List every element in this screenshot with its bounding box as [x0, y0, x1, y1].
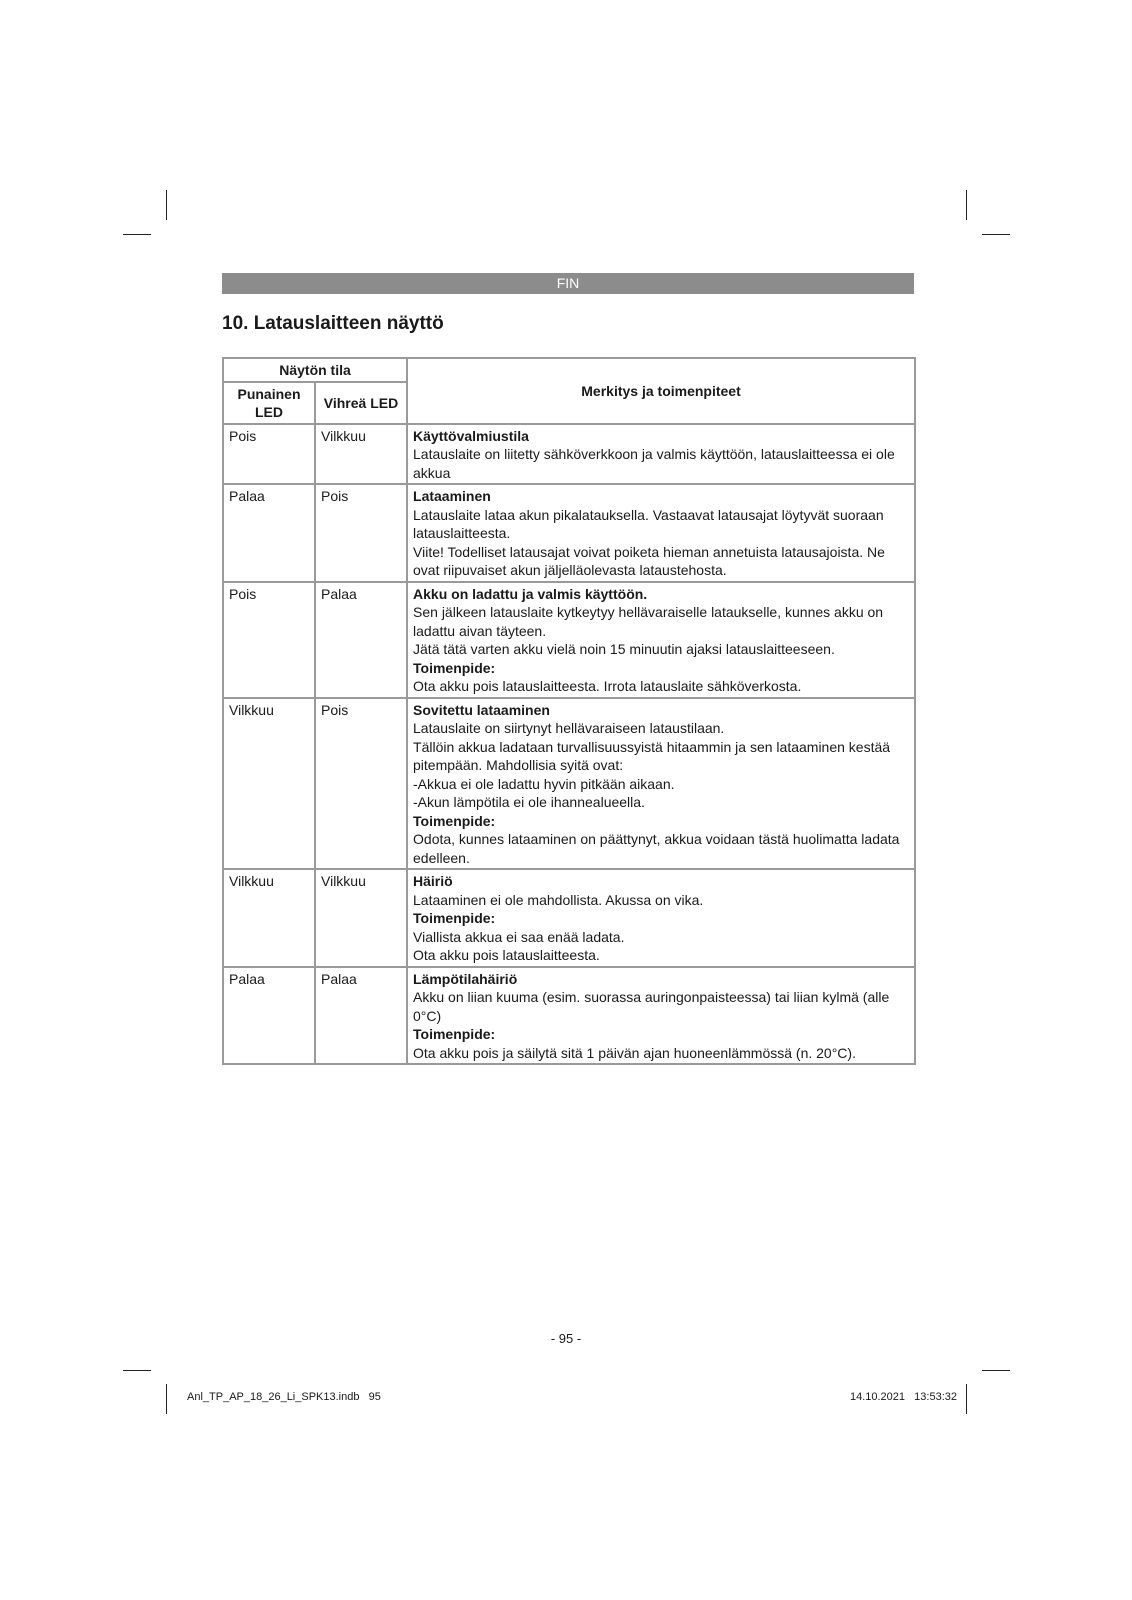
- meaning-cell: [407, 424, 915, 485]
- meaning-text: Tällöin akkua ladataan turvallisuussyistä hitaammin ja sen lataaminen kestää pitempään. Mahdollisia syitä ovat:: [413, 738, 891, 773]
- green-led-state: Vilkkuu: [315, 869, 407, 967]
- language-label: FIN: [556, 275, 580, 291]
- meaning-text: Viallista akkua ei saa enää ladata.: [413, 928, 625, 945]
- table-row: [223, 484, 915, 582]
- meaning-cell: [407, 484, 915, 582]
- green-led-state: Palaa: [315, 967, 407, 1065]
- table-row: [223, 424, 915, 485]
- meaning-text: Viite! Todelliset latausajat voivat poiketa hieman annetuista latausajoista. Ne ovat riipuvaiset akun jäljelläolevasta lataustehosta.: [413, 543, 885, 578]
- meaning-heading: Lämpötilahäiriö: [413, 970, 518, 987]
- crop-mark: [166, 190, 167, 220]
- meaning-text: -Akkua ei ole ladattu hyvin pitkään aikaan.: [413, 775, 675, 792]
- meaning-text: Latauslaite on siirtynyt hellävaraiseen lataustilaan.: [413, 720, 725, 736]
- crop-mark: [982, 234, 1010, 235]
- meaning-text: Ota akku pois latauslaitteesta. Irrota latauslaite sähköverkosta.: [413, 678, 802, 694]
- crop-mark: [982, 1370, 1010, 1371]
- red-led-state: Vilkkuu: [223, 869, 315, 967]
- meaning-text: Sen jälkeen latauslaite kytkeytyy hellävaraiselle lataukselle, kunnes akku on ladattu aivan täyteen.: [413, 604, 884, 639]
- meaning-heading: Akku on ladattu ja valmis käyttöön.: [413, 585, 648, 602]
- meaning-text: Odota, kunnes lataaminen on päättynyt, akkua voidaan tästä huolimatta ladata edelleen.: [413, 831, 900, 866]
- meaning-text: -Akun lämpötila ei ole ihannealueella.: [413, 794, 645, 810]
- meaning-text: Latauslaite lataa akun pikalatauksella. Vastaavat latausajat löytyvät suoraan latauslaitteesta.: [413, 506, 884, 541]
- red-led-state: Vilkkuu: [223, 698, 315, 870]
- page-number: - 95 -: [550, 1331, 582, 1346]
- charger-display-table: [222, 357, 916, 1065]
- meaning-header: Merkitys ja toimenpiteet: [407, 358, 915, 424]
- footer-timestamp: 14.10.2021 13:53:32: [849, 1391, 957, 1403]
- meaning-heading: Lataaminen: [413, 488, 491, 504]
- display-state-header: Näytön tila: [223, 358, 407, 382]
- meaning-text: Lataaminen ei ole mahdollista. Akussa on vika.: [413, 891, 704, 908]
- green-led-header: Vihreä LED: [315, 382, 407, 424]
- meaning-heading: Sovitettu lataaminen: [413, 701, 550, 718]
- table-row: [223, 698, 915, 870]
- language-header-bar: [222, 273, 914, 294]
- green-led-state: Vilkkuu: [315, 424, 407, 485]
- meaning-text: Latauslaite on liitetty sähköverkkoon ja valmis käyttöön, latauslaitteessa ei ole akkua: [413, 446, 895, 481]
- meaning-cell: [407, 698, 915, 870]
- meaning-text: Akku on liian kuuma (esim. suorassa auringonpaisteessa) tai liian kylmä (alle 0°C): [413, 989, 890, 1024]
- meaning-text: Ota akku pois latauslaitteesta.: [413, 947, 600, 963]
- crop-mark: [166, 1384, 167, 1414]
- meaning-cell: [407, 869, 915, 967]
- table-row: [223, 967, 915, 1065]
- green-led-state: Palaa: [315, 582, 407, 698]
- meaning-text: Ota akku pois ja säilytä sitä 1 päivän ajan huoneenlämmössä (n. 20°C).: [413, 1044, 856, 1061]
- red-led-state: Palaa: [223, 967, 315, 1065]
- meaning-text: Jätä tätä varten akku vielä noin 15 minuutin ajaksi latauslaitteeseen.: [413, 641, 835, 657]
- green-led-state: Pois: [315, 698, 407, 870]
- table-row: [223, 582, 915, 698]
- red-led-header: Punainen LED: [223, 382, 315, 424]
- meaning-heading: Toimenpide:: [413, 812, 496, 829]
- green-led-state: Pois: [315, 484, 407, 582]
- meaning-heading: Käyttövalmiustila: [413, 427, 529, 444]
- crop-mark: [966, 1384, 967, 1414]
- table-row: [223, 869, 915, 967]
- footer-file-name: Anl_TP_AP_18_26_Li_SPK13.indb 95: [187, 1391, 381, 1403]
- crop-mark: [123, 1370, 151, 1371]
- crop-mark: [966, 190, 967, 220]
- meaning-cell: [407, 967, 915, 1065]
- red-led-state: Pois: [223, 582, 315, 698]
- section-title: 10. Latauslaitteen näyttö: [222, 313, 444, 334]
- meaning-cell: [407, 582, 915, 698]
- meaning-heading: Toimenpide:: [413, 1026, 496, 1042]
- meaning-heading: Toimenpide:: [413, 659, 496, 676]
- red-led-state: Palaa: [223, 484, 315, 582]
- meaning-heading: Toimenpide:: [413, 910, 496, 926]
- table-body: [223, 424, 915, 1065]
- red-led-state: Pois: [223, 424, 315, 485]
- crop-mark: [123, 234, 151, 235]
- meaning-heading: Häiriö: [413, 873, 453, 889]
